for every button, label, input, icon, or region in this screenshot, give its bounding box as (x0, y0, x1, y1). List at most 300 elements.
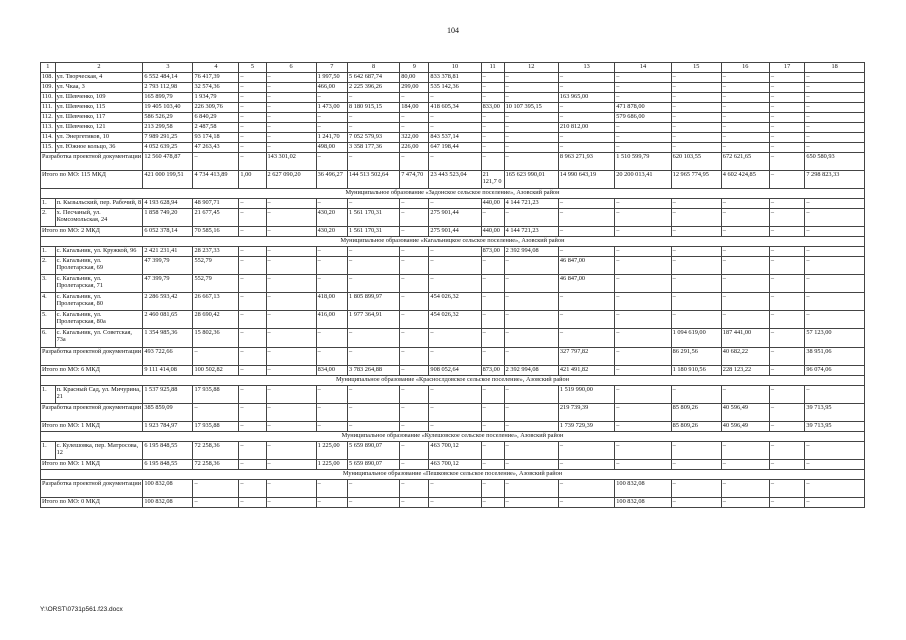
value-cell: – (558, 247, 614, 257)
value-cell: 80,00 (400, 73, 429, 83)
value-cell: – (558, 143, 614, 153)
value-cell: – (504, 404, 558, 422)
value-cell: 100 832,08 (615, 480, 671, 498)
value-cell: – (805, 103, 865, 113)
value-cell: – (721, 83, 769, 93)
value-cell: 454 026,32 (429, 311, 481, 329)
address-cell: х. Песчаный, ул. Комсомольская, 24 (55, 209, 143, 227)
value-cell: – (504, 257, 558, 275)
value-cell: – (671, 480, 721, 498)
value-cell: – (481, 404, 504, 422)
summary-row (41, 460, 865, 470)
address-cell: с. Кулешовка, пер. Матросова, 12 (55, 442, 143, 460)
value-cell: – (239, 275, 266, 293)
value-cell: – (481, 275, 504, 293)
address-cell: ул. Шевченко, 117 (55, 113, 143, 123)
value-cell: 873,00 (481, 366, 504, 376)
value-cell: 833 378,81 (429, 73, 481, 83)
value-cell: 385 859,09 (143, 404, 193, 422)
value-cell: 2 286 593,42 (143, 293, 193, 311)
value-cell: – (400, 480, 429, 498)
value-cell: – (504, 275, 558, 293)
value-cell: – (400, 247, 429, 257)
value-cell: – (805, 133, 865, 143)
value-cell: 1 473,00 (316, 103, 347, 113)
value-cell: – (481, 329, 504, 348)
value-cell: 6 052 378,14 (143, 227, 193, 237)
value-cell: – (347, 247, 399, 257)
column-number-cell: 6 (266, 63, 316, 73)
value-cell: 430,20 (316, 227, 347, 237)
value-cell: – (615, 133, 671, 143)
value-cell: – (429, 480, 481, 498)
value-cell: – (429, 123, 481, 133)
value-cell: 3 358 177,36 (347, 143, 399, 153)
value-cell: – (671, 209, 721, 227)
value-cell: 40 682,22 (721, 348, 769, 366)
value-cell: 873,00 (481, 247, 504, 257)
address-cell: ул. Чкаа, 3 (55, 83, 143, 93)
value-cell: – (671, 247, 721, 257)
value-cell: 275 901,44 (429, 227, 481, 237)
value-cell: 226,00 (400, 143, 429, 153)
value-cell: – (400, 275, 429, 293)
row-number-cell: 3. (41, 275, 56, 293)
value-cell: – (429, 422, 481, 432)
value-cell: – (266, 422, 316, 432)
value-cell: – (805, 93, 865, 103)
value-cell: – (239, 422, 266, 432)
value-cell: – (239, 311, 266, 329)
value-cell: 1,00 (239, 171, 266, 189)
value-cell: – (400, 227, 429, 237)
value-cell: – (400, 113, 429, 123)
value-cell: – (239, 227, 266, 237)
value-cell: – (400, 257, 429, 275)
value-cell: – (805, 113, 865, 123)
address-cell: ул. Творческая, 4 (55, 73, 143, 83)
value-cell: – (615, 143, 671, 153)
value-cell: – (239, 386, 266, 404)
summary-label: Разработка проектной документации (41, 153, 143, 171)
value-cell: – (347, 199, 399, 209)
value-cell: 4 734 413,89 (193, 171, 239, 189)
value-cell: 5 642 687,74 (347, 73, 399, 83)
value-cell: 187 441,00 (721, 329, 769, 348)
value-cell: 4 193 628,94 (143, 199, 193, 209)
value-cell: 672 621,65 (721, 153, 769, 171)
value-cell: 47 399,79 (143, 275, 193, 293)
value-cell: – (316, 113, 347, 123)
value-cell: – (400, 422, 429, 432)
value-cell: – (721, 209, 769, 227)
value-cell: 226 309,76 (193, 103, 239, 113)
value-cell: – (481, 498, 504, 508)
value-cell: – (266, 199, 316, 209)
value-cell: – (193, 153, 239, 171)
value-cell: – (504, 442, 558, 460)
value-cell: 219 739,39 (558, 404, 614, 422)
value-cell: 7 989 291,25 (143, 133, 193, 143)
value-cell: 47 399,79 (143, 257, 193, 275)
value-cell: 8 963 271,93 (558, 153, 614, 171)
value-cell: – (266, 348, 316, 366)
value-cell: – (805, 257, 865, 275)
value-cell: – (193, 498, 239, 508)
value-cell: 535 142,36 (429, 83, 481, 93)
value-cell: – (239, 133, 266, 143)
value-cell: – (671, 83, 721, 93)
value-cell: – (504, 311, 558, 329)
value-cell: 620 103,55 (671, 153, 721, 171)
value-cell: 23 443 523,04 (429, 171, 481, 189)
row-number-cell: 5. (41, 311, 56, 329)
value-cell: – (266, 123, 316, 133)
value-cell: – (721, 123, 769, 133)
value-cell: – (239, 103, 266, 113)
value-cell: – (671, 386, 721, 404)
building-row (41, 209, 865, 227)
value-cell: – (481, 113, 504, 123)
value-cell: 466,00 (316, 83, 347, 93)
value-cell: – (615, 93, 671, 103)
value-cell: – (481, 143, 504, 153)
municipality-section-row (41, 189, 865, 199)
value-cell: – (615, 422, 671, 432)
value-cell: – (481, 83, 504, 93)
value-cell: – (769, 113, 805, 123)
building-row (41, 293, 865, 311)
value-cell: – (671, 227, 721, 237)
value-cell: – (615, 275, 671, 293)
row-number-cell: 113. (41, 123, 56, 133)
value-cell: 650 580,93 (805, 153, 865, 171)
column-number-cell: 10 (429, 63, 481, 73)
value-cell: – (316, 422, 347, 432)
summary-row (41, 498, 865, 508)
value-cell: – (769, 257, 805, 275)
value-cell: – (671, 293, 721, 311)
column-number-cell: 12 (504, 63, 558, 73)
value-cell: – (805, 83, 865, 93)
value-cell: 1 739 729,39 (558, 422, 614, 432)
value-cell: – (481, 93, 504, 103)
value-cell: – (558, 133, 614, 143)
value-cell: 19 405 103,40 (143, 103, 193, 113)
value-cell: 210 812,00 (558, 123, 614, 133)
value-cell: 1 561 170,31 (347, 227, 399, 237)
value-cell: 28 690,42 (193, 311, 239, 329)
summary-row (41, 348, 865, 366)
value-cell: – (805, 73, 865, 83)
building-row (41, 275, 865, 293)
column-number-cell: 15 (671, 63, 721, 73)
value-cell: – (429, 113, 481, 123)
value-cell: – (504, 73, 558, 83)
value-cell: – (615, 247, 671, 257)
row-number-cell: 1. (41, 247, 56, 257)
value-cell: – (769, 103, 805, 113)
value-cell: – (615, 83, 671, 93)
building-row (41, 83, 865, 93)
value-cell: – (769, 143, 805, 153)
address-cell: с. Кагальник, ул. Пролетарская, 71 (55, 275, 143, 293)
value-cell: – (400, 366, 429, 376)
value-cell: – (193, 480, 239, 498)
building-row (41, 442, 865, 460)
value-cell: – (721, 460, 769, 470)
value-cell: – (721, 143, 769, 153)
value-cell: – (239, 498, 266, 508)
value-cell: – (504, 143, 558, 153)
value-cell: – (769, 227, 805, 237)
value-cell: – (481, 348, 504, 366)
value-cell: – (429, 329, 481, 348)
building-row (41, 257, 865, 275)
value-cell: – (558, 103, 614, 113)
building-row (41, 93, 865, 103)
value-cell: – (558, 73, 614, 83)
value-cell: 5 659 890,07 (347, 442, 399, 460)
value-cell: 327 797,82 (558, 348, 614, 366)
row-number-cell: 112. (41, 113, 56, 123)
value-cell: 1 537 925,88 (143, 386, 193, 404)
value-cell: – (481, 386, 504, 404)
value-cell: 1 561 170,31 (347, 209, 399, 227)
value-cell: – (769, 329, 805, 348)
value-cell: – (721, 275, 769, 293)
value-cell: – (615, 227, 671, 237)
value-cell: 1 977 364,91 (347, 311, 399, 329)
value-cell: – (481, 460, 504, 470)
value-cell: – (504, 498, 558, 508)
municipality-section-row (41, 237, 865, 247)
summary-label: Итого по МО: 2 МКД (41, 227, 143, 237)
value-cell: – (558, 209, 614, 227)
value-cell: – (429, 386, 481, 404)
value-cell: – (400, 153, 429, 171)
column-number-cell: 16 (721, 63, 769, 73)
value-cell: 21 121,7 0 (481, 171, 504, 189)
value-cell: – (400, 199, 429, 209)
value-cell: – (347, 348, 399, 366)
value-cell: – (400, 442, 429, 460)
value-cell: – (429, 275, 481, 293)
value-cell: – (671, 93, 721, 103)
value-cell: – (316, 275, 347, 293)
value-cell: 2 460 081,65 (143, 311, 193, 329)
value-cell: – (721, 386, 769, 404)
value-cell: – (266, 498, 316, 508)
municipality-section-row (41, 470, 865, 480)
summary-label: Итого по МО: 6 МКД (41, 366, 143, 376)
building-row (41, 133, 865, 143)
value-cell: – (769, 442, 805, 460)
value-cell: – (347, 498, 399, 508)
value-cell: 440,00 (481, 227, 504, 237)
value-cell: 586 526,29 (143, 113, 193, 123)
value-cell: – (400, 348, 429, 366)
value-cell: – (347, 123, 399, 133)
value-cell: – (400, 386, 429, 404)
value-cell: – (769, 93, 805, 103)
value-cell: – (481, 153, 504, 171)
value-cell: 908 052,64 (429, 366, 481, 376)
value-cell: – (429, 153, 481, 171)
value-cell: – (615, 199, 671, 209)
value-cell: – (266, 133, 316, 143)
value-cell: – (769, 275, 805, 293)
value-cell: – (671, 133, 721, 143)
value-cell: 418 605,34 (429, 103, 481, 113)
value-cell: – (615, 209, 671, 227)
value-cell: 163 965,00 (558, 93, 614, 103)
building-row (41, 199, 865, 209)
column-number-cell: 14 (615, 63, 671, 73)
value-cell: – (239, 366, 266, 376)
value-cell: – (558, 329, 614, 348)
value-cell: 70 585,16 (193, 227, 239, 237)
value-cell: – (769, 133, 805, 143)
value-cell: – (769, 311, 805, 329)
value-cell: – (769, 123, 805, 133)
value-cell: – (615, 442, 671, 460)
row-number-cell: 1. (41, 386, 56, 404)
value-cell: – (721, 113, 769, 123)
value-cell: 7 052 579,93 (347, 133, 399, 143)
value-cell: – (805, 442, 865, 460)
value-cell: – (558, 311, 614, 329)
column-number-cell: 8 (347, 63, 399, 73)
value-cell: – (615, 257, 671, 275)
value-cell: – (504, 386, 558, 404)
column-number-header-row (41, 63, 865, 73)
value-cell: – (504, 133, 558, 143)
value-cell: – (400, 404, 429, 422)
value-cell: 647 198,44 (429, 143, 481, 153)
value-cell: – (347, 329, 399, 348)
municipality-section-row (41, 376, 865, 386)
value-cell: – (239, 348, 266, 366)
value-cell: – (769, 73, 805, 83)
page-number: 104 (447, 26, 459, 35)
value-cell: – (805, 275, 865, 293)
value-cell: 1 519 990,00 (558, 386, 614, 404)
value-cell: – (615, 329, 671, 348)
value-cell: 471 878,00 (615, 103, 671, 113)
value-cell: 3 783 264,88 (347, 366, 399, 376)
value-cell: – (805, 143, 865, 153)
value-cell: 6 552 484,14 (143, 73, 193, 83)
value-cell: 21 677,45 (193, 209, 239, 227)
municipality-title: Муниципальное образование «Задонское сельское поселение», Азовский район (41, 189, 865, 199)
row-number-cell: 2. (41, 257, 56, 275)
value-cell: 40 596,49 (721, 404, 769, 422)
value-cell: 1 094 619,00 (671, 329, 721, 348)
value-cell: – (504, 83, 558, 93)
value-cell: 72 258,36 (193, 460, 239, 470)
value-cell: 463 700,12 (429, 460, 481, 470)
value-cell: 213 299,58 (143, 123, 193, 133)
value-cell: – (558, 480, 614, 498)
value-cell: – (239, 113, 266, 123)
value-cell: 1 225,00 (316, 460, 347, 470)
value-cell: 184,00 (400, 103, 429, 113)
value-cell: – (769, 247, 805, 257)
value-cell: – (721, 93, 769, 103)
value-cell: – (805, 227, 865, 237)
value-cell: – (504, 329, 558, 348)
value-cell: 76 417,39 (193, 73, 239, 83)
value-cell: 1 858 749,20 (143, 209, 193, 227)
value-cell: 552,79 (193, 257, 239, 275)
value-cell: 100 832,08 (615, 498, 671, 508)
value-cell: 93 174,18 (193, 133, 239, 143)
value-cell: 322,00 (400, 133, 429, 143)
summary-row (41, 227, 865, 237)
value-cell: 86 291,56 (671, 348, 721, 366)
value-cell: – (721, 293, 769, 311)
value-cell: – (805, 498, 865, 508)
address-cell: ул. Шевченко, 115 (55, 103, 143, 113)
address-cell: ул. Энергетиков, 10 (55, 133, 143, 143)
value-cell: – (671, 73, 721, 83)
value-cell: – (481, 311, 504, 329)
value-cell: – (239, 293, 266, 311)
column-number-cell: 13 (558, 63, 614, 73)
value-cell: – (769, 209, 805, 227)
value-cell: 8 180 915,15 (347, 103, 399, 113)
value-cell: – (316, 498, 347, 508)
value-cell: – (316, 404, 347, 422)
value-cell: – (671, 311, 721, 329)
value-cell: – (615, 404, 671, 422)
value-cell: 9 111 414,08 (143, 366, 193, 376)
row-number-cell: 6. (41, 329, 56, 348)
value-cell: 28 237,33 (193, 247, 239, 257)
value-cell: – (316, 386, 347, 404)
value-cell: 57 123,00 (805, 329, 865, 348)
value-cell: – (400, 460, 429, 470)
value-cell: 32 574,36 (193, 83, 239, 93)
value-cell: – (615, 348, 671, 366)
value-cell: 39 713,95 (805, 404, 865, 422)
budget-table (40, 62, 865, 508)
value-cell: – (316, 257, 347, 275)
summary-label: Итого по МО: 1 МКД (41, 422, 143, 432)
summary-row (41, 422, 865, 432)
value-cell: – (193, 348, 239, 366)
value-cell: – (400, 498, 429, 508)
building-row (41, 103, 865, 113)
value-cell: – (805, 480, 865, 498)
value-cell: 20 200 013,41 (615, 171, 671, 189)
value-cell: – (481, 209, 504, 227)
value-cell: 144 513 502,64 (347, 171, 399, 189)
value-cell: – (239, 460, 266, 470)
value-cell: 85 809,26 (671, 422, 721, 432)
value-cell: – (671, 123, 721, 133)
value-cell: 498,00 (316, 143, 347, 153)
value-cell: – (805, 460, 865, 470)
municipality-title: Муниципальное образование «Кагальницкое сельское поселение», Азовский район (41, 237, 865, 247)
value-cell: 2 627 090,20 (266, 171, 316, 189)
value-cell: 15 802,36 (193, 329, 239, 348)
value-cell: – (266, 275, 316, 293)
building-row (41, 247, 865, 257)
value-cell: – (721, 103, 769, 113)
value-cell: – (481, 73, 504, 83)
